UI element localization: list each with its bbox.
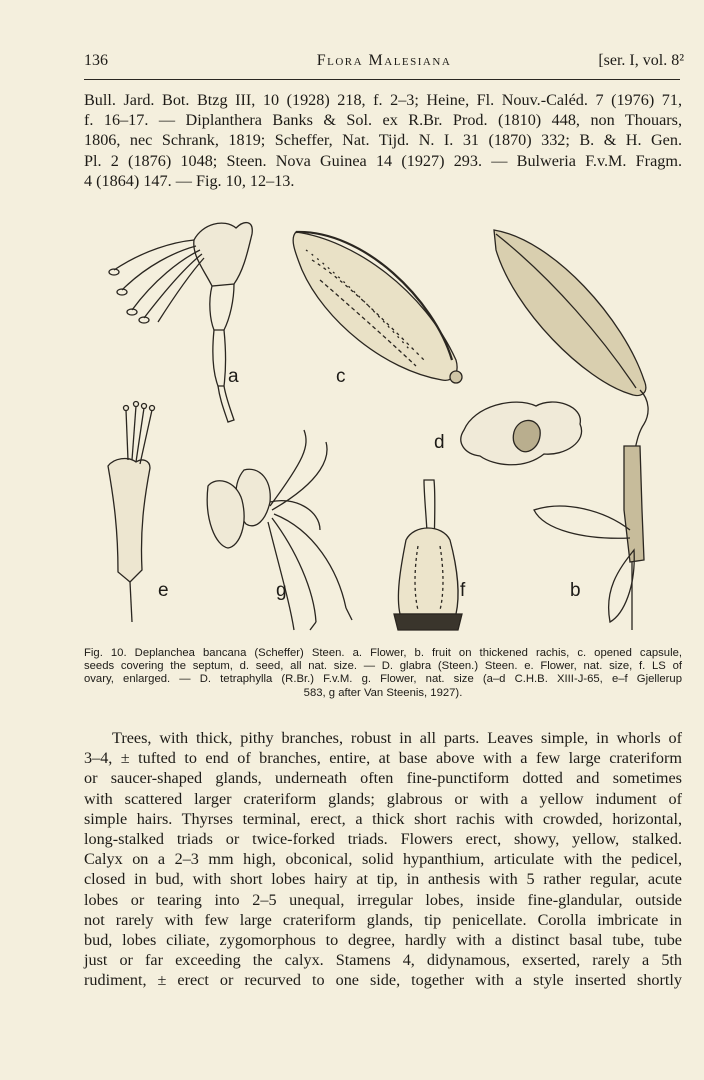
reference-line: Pl. 2 (1876) 1048; Steen. Nova Guinea 14 (1927) 293. — Bulweria F.v.M. Fragm. bbox=[84, 151, 682, 170]
description-line: simple hairs. Thyrses terminal, erect, a thick short rachis with crowded, horizontal, bbox=[84, 809, 682, 828]
description-line: rudiment, ± erect or recurved to one side, together with a style inserted shortly bbox=[84, 971, 682, 990]
seed-d-drawing bbox=[461, 402, 582, 465]
running-title: Flora Malesiana bbox=[316, 52, 452, 69]
description-line: with scattered larger crateriform glands; glabrous or with a yellow indument of bbox=[84, 789, 682, 808]
flower-e-drawing bbox=[108, 402, 155, 623]
figure-label-d: d bbox=[434, 432, 445, 453]
capsule-c-drawing bbox=[293, 232, 462, 383]
reference-line: f. 16–17. — Diplanthera Banks & Sol. ex R.Br. Prod. (1810) 448, non Thouars, bbox=[84, 111, 682, 130]
series-volume: [ser. I, vol. 8² bbox=[598, 52, 684, 69]
ovary-f-drawing bbox=[394, 480, 462, 630]
page-number: 136 bbox=[84, 52, 108, 69]
genus-description bbox=[84, 728, 682, 991]
figure-label-f: f bbox=[460, 580, 466, 601]
reference-line: 4 (1864) 147. — Fig. 10, 12–13. bbox=[84, 171, 295, 190]
reference-line: 1806, nec Schrank, 1819; Scheffer, Nat. Tijd. N. I. 31 (1870) 332; B. & H. Gen. bbox=[84, 131, 682, 150]
description-line: not rarely with few large crateriform glands, tip penicellate. Corolla imbricate in bbox=[84, 910, 682, 929]
botanical-illustration-plate bbox=[84, 210, 684, 640]
description-line: just or far exceeding the calyx. Stamens 4, didynamous, exserted, rarely a 5th bbox=[84, 951, 682, 970]
caption-line: seeds covering the septum, d. seed, all nat. size. — D. glabra (Steen.) Steen. e. Flower, nat. size, f. LS of bbox=[84, 660, 682, 673]
description-line: lobes or tearing into 2–5 unequal, irregular lobes, inside fine-glandular, outside bbox=[84, 890, 682, 909]
running-header bbox=[84, 52, 684, 78]
caption-line: ovary, enlarged. — D. tetraphylla (R.Br.) F.v.M. g. Flower, nat. size (a–d C.H.B. XIII-J-65, e–f Gjellerup bbox=[84, 673, 682, 686]
description-line: long-stalked triads or twice-forked triads. Flowers erect, showy, yellow, stalked. bbox=[84, 830, 682, 849]
description-line: 3–4, ± tufted to end of branches, entire, at base above with a few large crateriform bbox=[84, 749, 682, 768]
figure-label-a: a bbox=[228, 366, 239, 387]
synonymy-references bbox=[84, 90, 682, 191]
description-line: or saucer-shaped glands, underneath often fine-punctiform dotted and sometimes bbox=[84, 769, 682, 788]
description-line: closed in bud, with short lobes hairy at tip, in anthesis with 5 rather regular, acute bbox=[84, 870, 682, 889]
figure-label-e: e bbox=[158, 580, 169, 601]
figure-label-b: b bbox=[570, 580, 581, 601]
caption-line: 583, g after Van Steenis, 1927). bbox=[303, 686, 463, 699]
figure-label-c: c bbox=[336, 366, 346, 387]
description-line: Calyx on a 2–3 mm high, obconical, solid hypanthium, articulate with the pedicel, bbox=[84, 850, 682, 869]
figure-caption bbox=[84, 647, 682, 700]
flower-a-drawing bbox=[109, 223, 252, 422]
description-line: Trees, with thick, pithy branches, robust in all parts. Leaves simple, in whorls of bbox=[112, 729, 682, 747]
description-line: bud, lobes ciliate, zygomorphous to degree, hardly with a distinct basal tube, tube bbox=[84, 931, 682, 950]
figure-label-g: g bbox=[276, 580, 287, 601]
caption-line: Fig. 10. Deplanchea bancana (Scheffer) Steen. a. Flower, b. fruit on thickened rachis, c. opened capsule, bbox=[84, 647, 682, 659]
header-rule bbox=[84, 79, 680, 80]
reference-line: Bull. Jard. Bot. Btzg III, 10 (1928) 218, f. 2–3; Heine, Fl. Nouv.-Caléd. 7 (1976) 71, bbox=[84, 91, 682, 109]
